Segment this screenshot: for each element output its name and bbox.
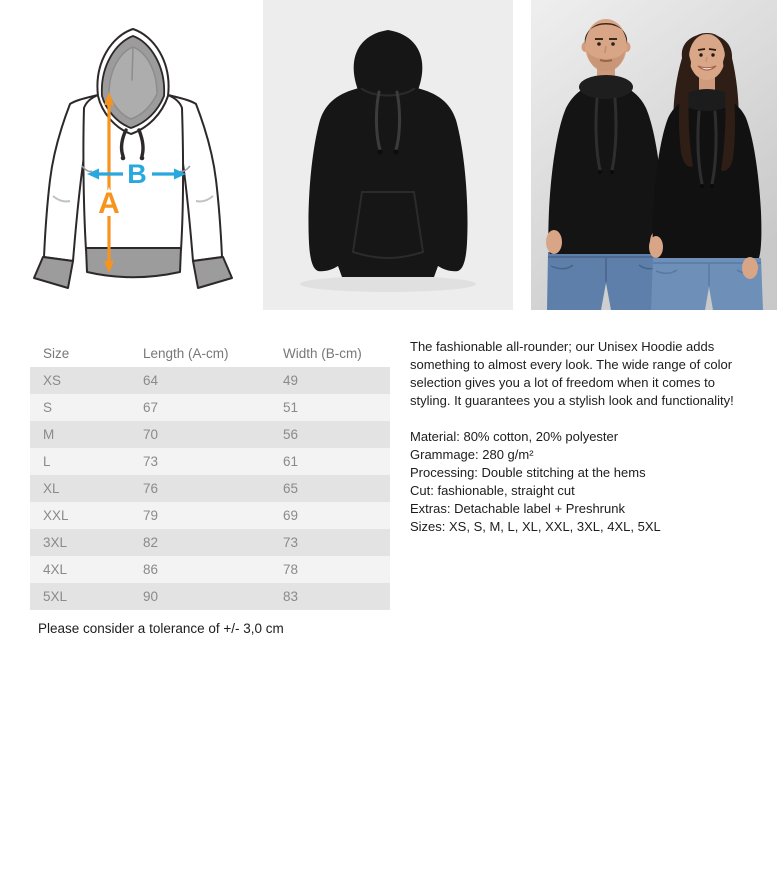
size-cell: XL bbox=[43, 481, 60, 496]
description-line: styling. It guarantees you a stylish look and functionality! bbox=[410, 393, 734, 408]
tolerance-note: Please consider a tolerance of +/- 3,0 cm bbox=[38, 621, 284, 636]
width-cell: 61 bbox=[283, 454, 299, 469]
table-row bbox=[30, 448, 390, 475]
width-cell: 69 bbox=[283, 508, 299, 523]
size-cell: S bbox=[43, 400, 53, 415]
table-row bbox=[30, 475, 390, 502]
spec-extras: Extras: Detachable label + Preshrunk bbox=[410, 501, 625, 516]
width-cell: 78 bbox=[283, 562, 299, 577]
length-cell: 64 bbox=[143, 373, 159, 388]
length-cell: 79 bbox=[143, 508, 159, 523]
header-size: Size bbox=[43, 346, 70, 361]
size-table bbox=[30, 340, 390, 610]
length-cell: 86 bbox=[143, 562, 159, 577]
length-label-a: A bbox=[98, 187, 120, 220]
length-cell: 82 bbox=[143, 535, 159, 550]
header-length: Length (A-cm) bbox=[143, 346, 229, 361]
size-cell: XS bbox=[43, 373, 62, 388]
product-photo-black-hoodie bbox=[263, 0, 513, 310]
product-description bbox=[410, 338, 775, 536]
width-cell: 51 bbox=[283, 400, 299, 415]
hoodie-measurement-diagram bbox=[20, 10, 250, 310]
spec-material: Material: 80% cotton, 20% polyester bbox=[410, 429, 619, 444]
spec-processing: Processing: Double stitching at the hems bbox=[410, 465, 646, 480]
width-cell: 83 bbox=[283, 589, 299, 604]
models-wearing-hoodies-image bbox=[531, 0, 777, 310]
width-cell: 65 bbox=[283, 481, 299, 496]
size-table-header bbox=[30, 340, 390, 367]
length-cell: 67 bbox=[143, 400, 159, 415]
header-width: Width (B-cm) bbox=[283, 346, 362, 361]
models-photo bbox=[531, 0, 777, 310]
size-cell: 4XL bbox=[43, 562, 68, 577]
spacer bbox=[410, 410, 775, 428]
spec-sizes: Sizes: XS, S, M, L, XL, XXL, 3XL, 4XL, 5XL bbox=[410, 519, 661, 534]
table-row bbox=[30, 394, 390, 421]
width-cell: 56 bbox=[283, 427, 299, 442]
black-hoodie-image bbox=[263, 0, 513, 310]
table-row bbox=[30, 367, 390, 394]
size-cell: M bbox=[43, 427, 55, 442]
table-row bbox=[30, 583, 390, 610]
table-row bbox=[30, 529, 390, 556]
table-row bbox=[30, 502, 390, 529]
width-cell: 49 bbox=[283, 373, 299, 388]
spec-cut: Cut: fashionable, straight cut bbox=[410, 483, 575, 498]
size-cell: L bbox=[43, 454, 51, 469]
table-row bbox=[30, 556, 390, 583]
length-cell: 90 bbox=[143, 589, 159, 604]
length-cell: 73 bbox=[143, 454, 159, 469]
length-cell: 76 bbox=[143, 481, 159, 496]
description-line: The fashionable all-rounder; our Unisex Hoodie adds bbox=[410, 339, 715, 354]
length-cell: 70 bbox=[143, 427, 159, 442]
description-line: something to almost every look. The wide range of color bbox=[410, 357, 733, 372]
size-cell: 3XL bbox=[43, 535, 68, 550]
size-cell: XXL bbox=[43, 508, 69, 523]
hoodie-line-drawing bbox=[20, 10, 250, 310]
spec-grammage: Grammage: 280 g/m² bbox=[410, 447, 534, 462]
width-label-b: B bbox=[127, 159, 147, 189]
size-cell: 5XL bbox=[43, 589, 68, 604]
table-row bbox=[30, 421, 390, 448]
width-cell: 73 bbox=[283, 535, 299, 550]
description-line: selection gives you a lot of freedom when it comes to bbox=[410, 375, 715, 390]
